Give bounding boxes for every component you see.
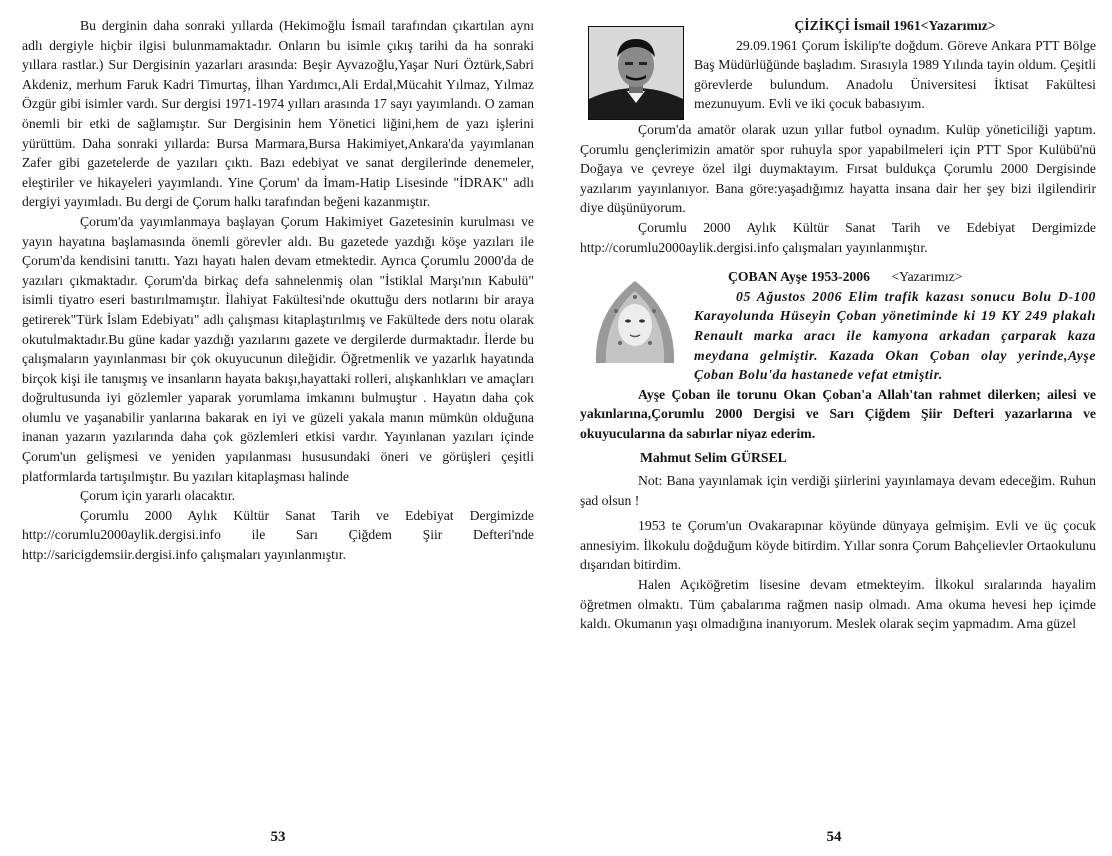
author-photo-woman xyxy=(588,273,682,365)
left-paragraph-1: Bu derginin daha sonraki yıllarda (Hekimoğlu İsmail tarafından çıkartılan aynı adlı dergiyle hiçbir ilgisi bulunmamaktadır. Onların bu isimle çıkış tarihi da ha sonraki yıllara rastlar.) Sur Dergisinin yazarları arasında: Beşir Ayvazoğlu,Yaşar Nuri Öztürk,Sabri Akdeniz, merhum Faruk Kadri Timurtaş, İlhan Yardımcı,Ali Erdal,Mücahit Yılmaz, Yılmaz Özgür gibi isimler vardı. Sur dergisi 1971-1974 yılları arasında 17 sayı yayımlandı. O zaman önemli bir etki de sağlamıştır. Sur Dergisinin hem Yönetici liğini,hem de yazı işlerini yürüttüm. Daha sonraki yıllarda: Bursa Marmara,Bursa Hakimiyet,Ankara'da yayımlanan Zafer gibi gazetelerde de yazıları çıktı. Bazı edebiyat ve sanat dergilerinde denemeler, eleştiriler ve hikayeleri yayımlandı. Yine Çorum' da İmam-Hatip Lisesinde "İDRAK" adlı dergiyi yayımladı. Bu dergi de Çorum halkı tarafından beğeni kazanmıştır. xyxy=(22,18,534,210)
right-paragraph-1: Çorum'da amatör olarak uzun yıllar futbol oynadım. Kulüp yöneticiliği yaptım. Çorumlu gençlerimizin amatör spor ruhuyla spor yapabilmeleri için PTT Spor Kulübü'nü Doğaya ve çevreye özel ilgi duymaktayım. Fırsat buldukça Çorumlu 2000 Dergisinde yazılarım yayınlanıyor. Bana göre:yaşadığımız hayatta insana dair her şey bizi ilgilendirir diye düşünüyorum. xyxy=(580,121,1096,216)
page-number-left: 53 xyxy=(270,829,286,845)
right-paragraph-5: Halen Açıköğretim lisesine devam etmekteyim. İlkokul sıralarında hayalim öğretmen olmaktı. Tüm çabalarıma rağmen nasip olmadı. Ama okuma hevesi hep içimde kaldı. Okumanın yaşı olmadığına inanıyorum. Meslek olarak seçim yapmadım. Ama güzel xyxy=(580,577,1096,632)
right-paragraph-3: Not: Bana yayınlamak için verdiği şiirlerini yayınlamaya devam edeceğim. Ruhun şad olsun ! xyxy=(580,473,1096,508)
portrait-woman-icon xyxy=(588,273,682,365)
author-role-coban: <Yazarımız> xyxy=(891,269,963,285)
left-paragraph-2: Çorum'da yayımlanmaya başlayan Çorum Hakimiyet Gazetesinin kurulması ve yayın hayatına başlamasında önemli görevler aldı. Bu gazetede yazdığı köşe yazıları ile Çorum'da kendisini tanıttı. Yazı hayatı halen devam etmektedir. Ayrıca Çorumlu 2000'da de yazıları çıkmaktadır. Çorum'da birkaç defa sahnelenmiş olan "İstiklal Marşı'nın Kabulü" isimli tiyatro eseri bastırılmamıştır. İlahiyat Fakültesi'nde okuttuğu ders notlarını bir araya getirerek"Türk İslam Edebiyatı" adlı çalışması kitaplaştırılmış ve Fakültede ders notu olarak okutulmaktadır.Bu güne kadar yazdığı yazılarını gazete ve dergilerde durmaktadır. İlerde bu çalışmaların yayınlanması bir çok okuyucunun dileğidir. Öğretmenlik ve yazarlık hayatında birçok kişi ile tanışmış ve insanların hayata bakışı,hayattaki rolleri, alışkanlıkları ve amaçları doğrultusunda iyi gözlemler yaparak yorumlama imkanını bulmuştur . Hayatın daha çok olumlu ve yaşanabilir yanlarına bakarak en iyi ve güzeli yakala manın mümkün olduğuna inanan yazarın yazılarında daha çok gözlemleri etkisi vardır. Yayınlanan yazıları içinde Çorum'un gelişmesi ve yeniden yapılanması hususundaki öneri ve görüşleri çeşitli platformlarda tartışılmıştır. Bu yazıları kitaplaşması halinde xyxy=(22,213,534,484)
author-bio-text-cizikci: 29.09.1961 Çorum İskilip'te doğdum. Göreve Ankara PTT Bölge Baş Müdürlüğünde başladım. Sırasıyla 1989 Yılında tayin oldum. Çeşitli görevlerde bulundum. Anadolu Üniversitesi İktisat Fakültesi mezunuyum. Evli ve iki çocuk babasıyım. xyxy=(694,37,1096,112)
author-photo-man xyxy=(588,26,684,120)
condolence-text: Ayşe Çoban ile torunu Okan Çoban'a Allah'tan rahmet dilerken; ailesi ve yakınlarına,Çorumlu 2000 Dergisi ve Sarı Çiğdem Şiir Defteri yazarlarına ve okuyucularına da sabırlar niyaz ederim. xyxy=(580,386,1096,441)
left-paragraph-3: Çorum için yararlı olacaktır. xyxy=(80,488,236,504)
right-page xyxy=(556,0,1112,856)
left-paragraph-4: Çorumlu 2000 Aylık Kültür Sanat Tarih ve Edebiyat Dergimizde http://corumlu2000aylik.dergisi.info ile Sarı Çiğdem Şiir Defteri'nde http://saricigdemsiir.dergisi.info çalışmaları yayınlanmıştır. xyxy=(22,507,534,563)
right-paragraph-4: 1953 te Çorum'un Ovakarapınar köyünde dünyaya gelmişim. Evli ve üç çocuk annesiyim. İlkokulu doğduğum köyde bitirdim. Yıllar sonra Çorum Bahçelievler Ortaokulunu dışarıdan bitirdim. xyxy=(580,518,1096,573)
author-name-cizikci: ÇİZİKÇİ İsmail 1961<Yazarımız> xyxy=(794,18,996,33)
portrait-man-icon xyxy=(589,27,683,119)
author-name-coban: ÇOBAN Ayşe 1953-2006 xyxy=(728,269,870,285)
accident-note: 05 Ağustos 2006 Elim trafik kazası sonucu Bolu D-100 Karayolunda Hüseyin Çoban yönetiminde ki 19 KY 249 plakalı Renault marka aracı ile kamyona arkadan çarparak kaza meydana gelmiştir. Kazada Okan Çoban olay yerinde,Ayşe Çoban Bolu'da hastanede vefat etmiştir. xyxy=(694,288,1096,383)
author-bio-cizikci xyxy=(580,16,1096,114)
author-bio-coban xyxy=(580,267,1096,385)
note-author: Mahmut Selim GÜRSEL xyxy=(640,450,787,466)
author-heading-coban xyxy=(694,267,1096,287)
right-paragraph-2: Çorumlu 2000 Aylık Kültür Sanat Tarih ve Edebiyat Dergimizde http://corumlu2000aylik.dergisi.info çalışmaları yayınlanmıştır. xyxy=(580,219,1096,255)
page-number-right: 54 xyxy=(826,829,842,845)
